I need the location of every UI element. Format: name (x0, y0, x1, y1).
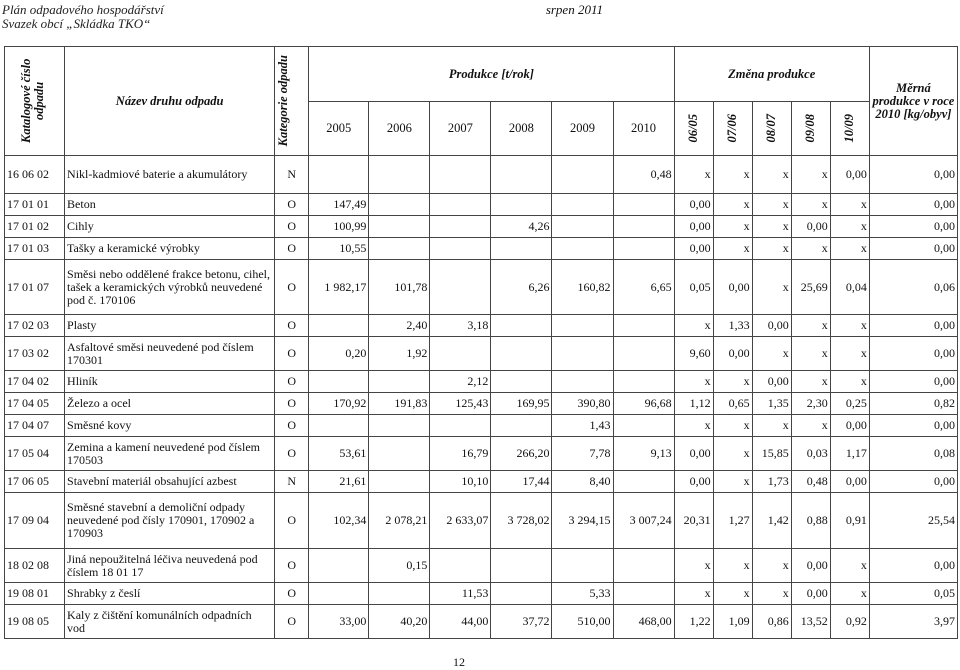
cell-change: x (791, 415, 830, 437)
cell-change: x (713, 216, 752, 238)
cell-change: 0,00 (674, 437, 713, 471)
cell-specific: 3,97 (869, 605, 957, 639)
cell-production (491, 549, 552, 583)
header-change-period: 07/06 (713, 102, 752, 156)
cell-production: 4,26 (491, 216, 552, 238)
cell-change: 1,09 (713, 605, 752, 639)
cell-change: x (713, 583, 752, 605)
cell-production (613, 471, 674, 493)
cell-production: 1,92 (369, 337, 430, 371)
cell-name: Hliník (65, 371, 275, 393)
cell-change: x (674, 415, 713, 437)
cell-change: 0,86 (752, 605, 791, 639)
cell-name: Beton (65, 194, 275, 216)
cell-change: 20,31 (674, 493, 713, 549)
cell-production (309, 156, 369, 194)
cell-name: Stavební materiál obsahující azbest (65, 471, 275, 493)
cell-change: 2,30 (791, 393, 830, 415)
cell-production: 1,43 (552, 415, 613, 437)
cell-name: Směsi nebo oddělené frakce betonu, cihel, tašek a keramických výrobků neuvedené pod č. 170106 (65, 260, 275, 315)
cell-specific: 0,00 (869, 471, 957, 493)
cell-production: 100,99 (309, 216, 369, 238)
header-change: Změna produkce (674, 47, 869, 102)
cell-production: 6,26 (491, 260, 552, 315)
cell-production: 33,00 (309, 605, 369, 639)
cell-production: 0,20 (309, 337, 369, 371)
page-number: 12 (453, 655, 465, 669)
cell-production (552, 337, 613, 371)
cell-name: Nikl-kadmiové baterie a akumulátory (65, 156, 275, 194)
cell-change: x (752, 260, 791, 315)
cell-code: 17 06 05 (5, 471, 65, 493)
cell-change: 0,00 (830, 156, 869, 194)
cell-change: x (674, 583, 713, 605)
cell-production (552, 549, 613, 583)
cell-category: O (275, 337, 309, 371)
cell-code: 17 04 02 (5, 371, 65, 393)
cell-production: 510,00 (552, 605, 613, 639)
cell-production: 101,78 (369, 260, 430, 315)
cell-production (552, 315, 613, 337)
header-year: 2010 (613, 102, 674, 156)
cell-change: x (791, 156, 830, 194)
cell-production (613, 216, 674, 238)
table-row (5, 605, 958, 639)
cell-category: O (275, 549, 309, 583)
cell-name: Zemina a kamení neuvedené pod číslem 170503 (65, 437, 275, 471)
cell-change: x (791, 371, 830, 393)
cell-production (369, 371, 430, 393)
cell-code: 19 08 01 (5, 583, 65, 605)
header-change-period: 10/09 (830, 102, 869, 156)
cell-production (369, 156, 430, 194)
cell-change: 9,60 (674, 337, 713, 371)
cell-change: x (830, 238, 869, 260)
cell-change: 15,85 (752, 437, 791, 471)
cell-production (552, 238, 613, 260)
cell-specific: 0,00 (869, 216, 957, 238)
cell-code: 19 08 05 (5, 605, 65, 639)
cell-production: 468,00 (613, 605, 674, 639)
document-subtitle: Svazek obcí „Skládka TKO“ (2, 16, 151, 31)
cell-production: 2 078,21 (369, 493, 430, 549)
cell-name: Směsné kovy (65, 415, 275, 437)
cell-change: x (791, 337, 830, 371)
cell-change: x (713, 471, 752, 493)
table-row (5, 216, 958, 238)
cell-production (613, 583, 674, 605)
cell-code: 17 04 05 (5, 393, 65, 415)
cell-change: 0,05 (674, 260, 713, 315)
cell-change: 0,00 (713, 337, 752, 371)
cell-specific: 0,00 (869, 549, 957, 583)
cell-change: 0,00 (713, 260, 752, 315)
cell-change: 0,25 (830, 393, 869, 415)
cell-production: 266,20 (491, 437, 552, 471)
cell-production: 1 982,17 (309, 260, 369, 315)
header-production: Produkce [t/rok] (309, 47, 674, 102)
cell-production (613, 315, 674, 337)
cell-change: x (830, 216, 869, 238)
header-year: 2009 (552, 102, 613, 156)
cell-change: x (791, 194, 830, 216)
cell-change: x (713, 415, 752, 437)
cell-production (430, 415, 491, 437)
cell-specific: 0,82 (869, 393, 957, 415)
cell-change: 25,69 (791, 260, 830, 315)
cell-production: 3,18 (430, 315, 491, 337)
cell-specific: 25,54 (869, 493, 957, 549)
cell-name: Směsné stavební a demoliční odpady neuvedené pod čísly 170901, 170902 a 170903 (65, 493, 275, 549)
cell-change: 0,00 (791, 549, 830, 583)
cell-change: x (791, 238, 830, 260)
table-row (5, 260, 958, 315)
cell-change: 0,92 (830, 605, 869, 639)
cell-name: Železo a ocel (65, 393, 275, 415)
cell-production: 102,34 (309, 493, 369, 549)
cell-change: x (830, 549, 869, 583)
table-row (5, 415, 958, 437)
cell-production: 40,20 (369, 605, 430, 639)
cell-change: x (713, 156, 752, 194)
header-code: Katalogové číslo odpadu (5, 47, 65, 156)
header-year: 2006 (369, 102, 430, 156)
cell-change: x (674, 549, 713, 583)
cell-production (369, 238, 430, 260)
table-row (5, 471, 958, 493)
cell-category: O (275, 583, 309, 605)
cell-change: 0,88 (791, 493, 830, 549)
cell-change: 0,91 (830, 493, 869, 549)
cell-category: O (275, 393, 309, 415)
cell-production (491, 371, 552, 393)
header-change-period: 06/05 (674, 102, 713, 156)
cell-change: x (752, 156, 791, 194)
cell-change: 0,00 (674, 194, 713, 216)
cell-production: 0,15 (369, 549, 430, 583)
cell-change: 1,22 (674, 605, 713, 639)
cell-change: x (713, 371, 752, 393)
table-row (5, 156, 958, 194)
cell-category: O (275, 437, 309, 471)
cell-specific: 0,00 (869, 315, 957, 337)
cell-change: x (752, 549, 791, 583)
cell-production (369, 216, 430, 238)
cell-production: 96,68 (613, 393, 674, 415)
cell-name: Kaly z čištění komunálních odpadních vod (65, 605, 275, 639)
cell-production (369, 415, 430, 437)
cell-production (369, 194, 430, 216)
cell-change: 1,42 (752, 493, 791, 549)
cell-production (491, 194, 552, 216)
header-specific: Měrná produkce v roce 2010 [kg/obyv] (869, 47, 957, 156)
cell-change: 0,65 (713, 393, 752, 415)
table-row (5, 549, 958, 583)
cell-production (369, 471, 430, 493)
cell-category: O (275, 216, 309, 238)
cell-production (309, 371, 369, 393)
cell-specific: 0,00 (869, 371, 957, 393)
cell-production: 10,10 (430, 471, 491, 493)
cell-production (491, 238, 552, 260)
cell-production: 390,80 (552, 393, 613, 415)
cell-change: 13,52 (791, 605, 830, 639)
cell-category: N (275, 156, 309, 194)
cell-change: x (752, 583, 791, 605)
cell-production: 53,61 (309, 437, 369, 471)
cell-production: 44,00 (430, 605, 491, 639)
cell-change: x (752, 415, 791, 437)
cell-production (430, 156, 491, 194)
cell-production (552, 156, 613, 194)
table-row (5, 393, 958, 415)
cell-code: 17 01 03 (5, 238, 65, 260)
cell-production (491, 337, 552, 371)
cell-production (430, 216, 491, 238)
header-change-period: 08/07 (752, 102, 791, 156)
cell-change: 0,00 (791, 216, 830, 238)
cell-production: 9,13 (613, 437, 674, 471)
cell-change: 0,00 (791, 583, 830, 605)
header-category: Kategorie odpadu (275, 47, 309, 156)
cell-production (430, 260, 491, 315)
cell-name: Shrabky z česlí (65, 583, 275, 605)
header-change-period: 09/08 (791, 102, 830, 156)
cell-change: 1,35 (752, 393, 791, 415)
cell-production: 21,61 (309, 471, 369, 493)
cell-code: 17 09 04 (5, 493, 65, 549)
cell-change: x (830, 337, 869, 371)
table-row (5, 437, 958, 471)
cell-production (491, 583, 552, 605)
cell-name: Tašky a keramické výrobky (65, 238, 275, 260)
cell-change: x (713, 437, 752, 471)
cell-production: 5,33 (552, 583, 613, 605)
cell-change: x (830, 371, 869, 393)
table-row (5, 315, 958, 337)
cell-production: 7,78 (552, 437, 613, 471)
cell-production (491, 415, 552, 437)
cell-production: 3 294,15 (552, 493, 613, 549)
cell-category: O (275, 260, 309, 315)
table-row (5, 337, 958, 371)
header-year: 2008 (491, 102, 552, 156)
cell-specific: 0,00 (869, 337, 957, 371)
cell-production: 147,49 (309, 194, 369, 216)
cell-change: 0,03 (791, 437, 830, 471)
cell-category: O (275, 238, 309, 260)
cell-production: 6,65 (613, 260, 674, 315)
cell-name: Jiná nepoužitelná léčiva neuvedená pod číslem 18 01 17 (65, 549, 275, 583)
cell-change: 0,00 (752, 315, 791, 337)
cell-category: O (275, 315, 309, 337)
cell-production (430, 337, 491, 371)
cell-production (430, 194, 491, 216)
cell-change: x (674, 315, 713, 337)
cell-production (613, 371, 674, 393)
cell-specific: 0,08 (869, 437, 957, 471)
cell-category: N (275, 471, 309, 493)
cell-production (309, 415, 369, 437)
cell-production (613, 415, 674, 437)
cell-specific: 0,05 (869, 583, 957, 605)
cell-change: 0,48 (791, 471, 830, 493)
header-year: 2007 (430, 102, 491, 156)
cell-change: x (752, 216, 791, 238)
table-row (5, 238, 958, 260)
cell-production: 2,40 (369, 315, 430, 337)
cell-production (552, 371, 613, 393)
cell-code: 17 04 07 (5, 415, 65, 437)
cell-production: 8,40 (552, 471, 613, 493)
cell-production (552, 194, 613, 216)
cell-production (613, 549, 674, 583)
cell-category: O (275, 415, 309, 437)
header-year: 2005 (309, 102, 369, 156)
cell-production: 125,43 (430, 393, 491, 415)
cell-change: x (674, 156, 713, 194)
cell-code: 17 05 04 (5, 437, 65, 471)
waste-production-table (4, 46, 958, 639)
cell-production: 0,48 (613, 156, 674, 194)
cell-change: x (752, 337, 791, 371)
cell-change: 0,00 (830, 415, 869, 437)
cell-code: 18 02 08 (5, 549, 65, 583)
table-row (5, 371, 958, 393)
cell-code: 17 01 01 (5, 194, 65, 216)
cell-change: x (752, 238, 791, 260)
cell-production (309, 583, 369, 605)
cell-production (369, 583, 430, 605)
cell-change: 1,27 (713, 493, 752, 549)
cell-name: Plasty (65, 315, 275, 337)
cell-change: 1,12 (674, 393, 713, 415)
cell-change: x (674, 371, 713, 393)
cell-category: O (275, 371, 309, 393)
cell-change: x (713, 238, 752, 260)
cell-category: O (275, 605, 309, 639)
cell-change: 0,00 (674, 471, 713, 493)
cell-code: 17 01 02 (5, 216, 65, 238)
cell-category: O (275, 493, 309, 549)
cell-change: 0,00 (830, 471, 869, 493)
cell-specific: 0,06 (869, 260, 957, 315)
cell-change: 0,04 (830, 260, 869, 315)
cell-change: x (830, 315, 869, 337)
cell-production (552, 216, 613, 238)
cell-production: 191,83 (369, 393, 430, 415)
cell-specific: 0,00 (869, 238, 957, 260)
cell-production: 17,44 (491, 471, 552, 493)
cell-production: 10,55 (309, 238, 369, 260)
cell-specific: 0,00 (869, 156, 957, 194)
cell-production: 3 728,02 (491, 493, 552, 549)
cell-production (491, 156, 552, 194)
cell-production: 169,95 (491, 393, 552, 415)
document-title: Plán odpadového hospodářství (2, 2, 164, 17)
cell-production (613, 337, 674, 371)
cell-change: x (830, 583, 869, 605)
cell-change: 0,00 (674, 238, 713, 260)
cell-change: x (830, 194, 869, 216)
header-name: Název druhu odpadu (65, 47, 275, 156)
cell-change: 0,00 (752, 371, 791, 393)
cell-code: 16 06 02 (5, 156, 65, 194)
cell-change: x (713, 549, 752, 583)
cell-specific: 0,00 (869, 415, 957, 437)
cell-name: Asfaltové směsi neuvedené pod číslem 170301 (65, 337, 275, 371)
cell-production: 11,53 (430, 583, 491, 605)
cell-production: 2 633,07 (430, 493, 491, 549)
cell-change: 0,00 (674, 216, 713, 238)
cell-code: 17 02 03 (5, 315, 65, 337)
cell-production: 37,72 (491, 605, 552, 639)
cell-production: 2,12 (430, 371, 491, 393)
table-row (5, 583, 958, 605)
cell-change: x (791, 315, 830, 337)
document-date: srpen 2011 (545, 2, 603, 17)
cell-production (369, 437, 430, 471)
cell-production: 3 007,24 (613, 493, 674, 549)
cell-production (613, 238, 674, 260)
cell-change: 1,73 (752, 471, 791, 493)
cell-production: 160,82 (552, 260, 613, 315)
cell-change: x (752, 194, 791, 216)
table-row (5, 194, 958, 216)
cell-code: 17 01 07 (5, 260, 65, 315)
cell-production (491, 315, 552, 337)
cell-production: 170,92 (309, 393, 369, 415)
cell-category: O (275, 194, 309, 216)
cell-name: Cihly (65, 216, 275, 238)
cell-production (430, 238, 491, 260)
cell-production: 16,79 (430, 437, 491, 471)
cell-production (430, 549, 491, 583)
cell-specific: 0,00 (869, 194, 957, 216)
cell-production (309, 315, 369, 337)
cell-change: 1,17 (830, 437, 869, 471)
cell-production (613, 194, 674, 216)
table-row (5, 493, 958, 549)
cell-code: 17 03 02 (5, 337, 65, 371)
cell-change: 1,33 (713, 315, 752, 337)
cell-production (309, 549, 369, 583)
cell-change: x (713, 194, 752, 216)
